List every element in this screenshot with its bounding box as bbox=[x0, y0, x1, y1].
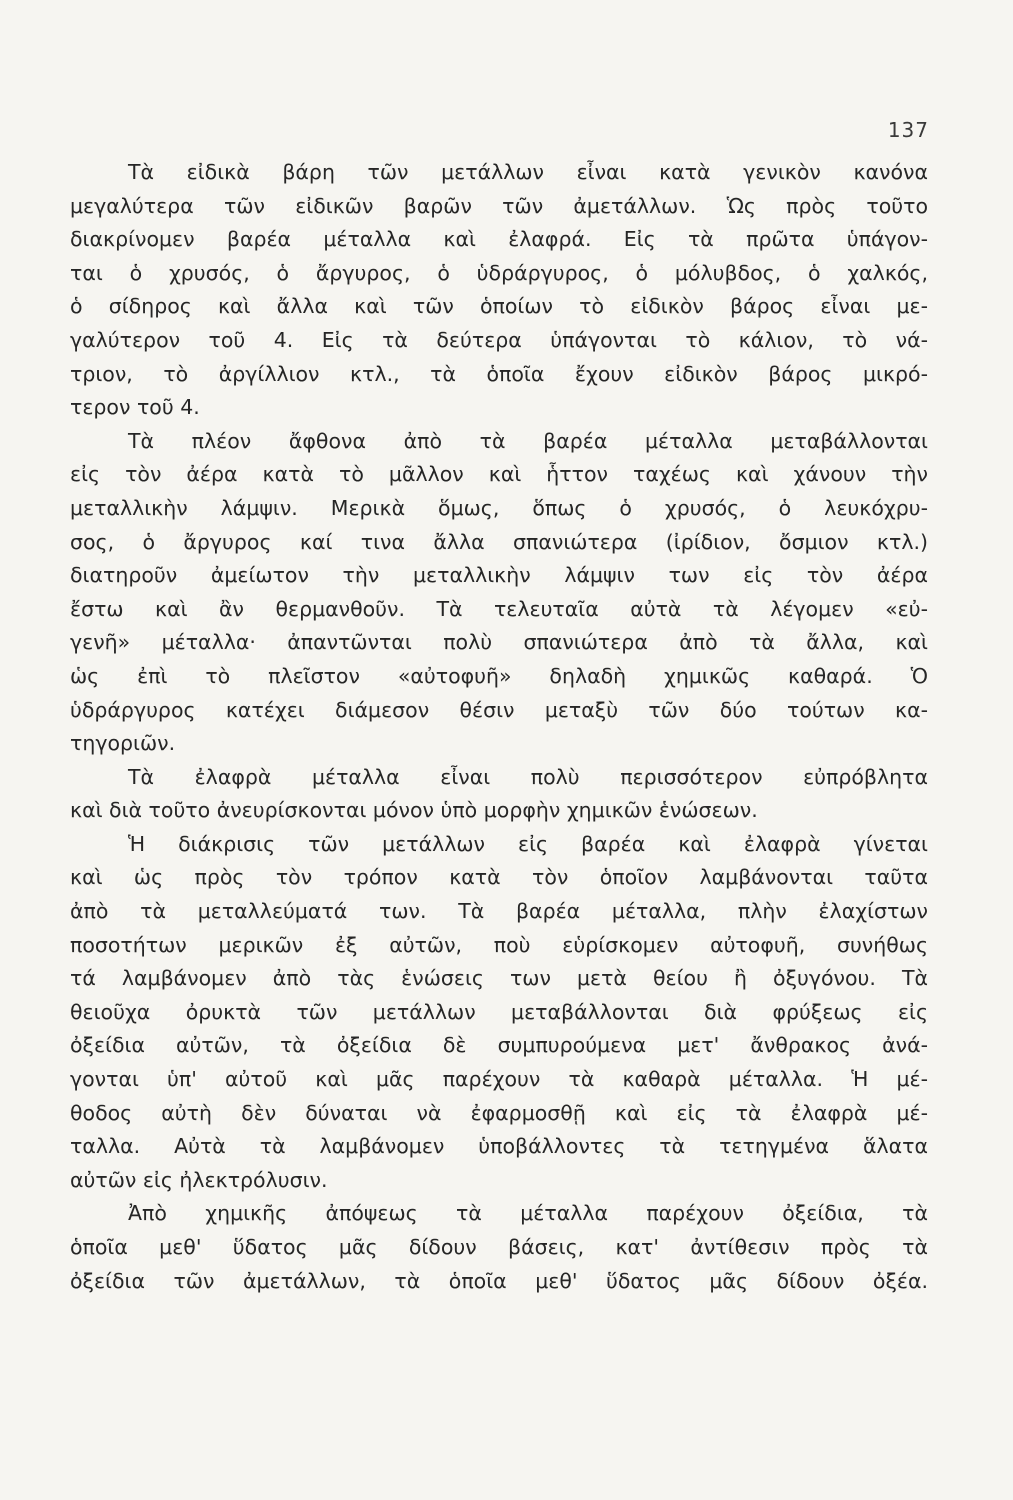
text-line: θοδος αὐτὴ δὲν δύναται νὰ ἐφαρμοσθῇ καὶ εἰς τὰ ἐλαφρὰ μέ- bbox=[70, 1100, 928, 1125]
text-line: ὀξείδια αὐτῶν, τὰ ὀξείδια δὲ συμπυρούμενα μετ' ἄνθρακος ἀνά- bbox=[70, 1033, 928, 1058]
text-line: ποσοτήτων μερικῶν ἐξ αὐτῶν, ποὺ εὑρίσκομεν αὐτοφυῆ, συνήθως bbox=[70, 932, 928, 957]
text-line: θειοῦχα ὀρυκτὰ τῶν μετάλλων μεταβάλλονται διὰ φρύξεως εἰς bbox=[70, 999, 928, 1024]
text-line: καὶ ὡς πρὸς τὸν τρόπον κατὰ τὸν ὁποῖον λαμβάνονται ταῦτα bbox=[70, 865, 928, 890]
text-line: Ἀπὸ χημικῆς ἀπόψεως τὰ μέταλλα παρέχουν ὀξείδια, τὰ bbox=[128, 1201, 928, 1226]
text-line: διακρίνομεν βαρέα μέταλλα καὶ ἐλαφρά. Εἰς τὰ πρῶτα ὑπάγον- bbox=[70, 227, 928, 252]
text-line: Ἡ διάκρισις τῶν μετάλλων εἰς βαρέα καὶ ἐλαφρὰ γίνεται bbox=[128, 831, 928, 856]
text-line: ἔστω καὶ ἂν θερμανθοῦν. Τὰ τελευταῖα αὐτὰ τὰ λέγομεν «εὐ- bbox=[70, 596, 928, 621]
text-line: ὁ σίδηρος καὶ ἄλλα καὶ τῶν ὁποίων τὸ εἰδικὸν βάρος εἶναι με- bbox=[70, 294, 928, 319]
text-line: καὶ διὰ τοῦτο ἀνευρίσκονται μόνον ὑπὸ μορφὴν χημικῶν ἑνώσεων. bbox=[70, 798, 758, 823]
text-line: μεταλλικὴν λάμψιν. Μερικὰ ὅμως, ὅπως ὁ χρυσός, ὁ λευκόχρυ- bbox=[70, 495, 928, 520]
text-line: μεγαλύτερα τῶν εἰδικῶν βαρῶν τῶν ἀμετάλλων. Ὡς πρὸς τοῦτο bbox=[70, 193, 928, 218]
text-line: ὁποῖα μεθ' ὕδατος μᾶς δίδουν βάσεις, κατ' ἀντίθεσιν πρὸς τὰ bbox=[70, 1235, 928, 1259]
page-number: 137 bbox=[887, 118, 929, 142]
text-line: γαλύτερον τοῦ 4. Εἰς τὰ δεύτερα ὑπάγονται τὸ κάλιον, τὸ νά- bbox=[70, 327, 928, 352]
paragraph bbox=[70, 828, 928, 1198]
body-text bbox=[70, 156, 928, 1298]
text-line: Τὰ εἰδικὰ βάρη τῶν μετάλλων εἶναι κατὰ γενικὸν κανόνα bbox=[128, 160, 928, 184]
text-line: ὀξείδια τῶν ἀμετάλλων, τὰ ὁποῖα μεθ' ὕδατος μᾶς δίδουν ὀξέα. bbox=[70, 1268, 928, 1293]
text-line: τερον τοῦ 4. bbox=[70, 395, 200, 420]
text-line: Τὰ ἐλαφρὰ μέταλλα εἶναι πολὺ περισσότερον εὐπρόβλητα bbox=[128, 764, 928, 789]
text-line: εἰς τὸν ἀέρα κατὰ τὸ μᾶλλον καὶ ἧττον ταχέως καὶ χάνουν τὴν bbox=[70, 462, 928, 487]
text-line: ταλλα. Αὐτὰ τὰ λαμβάνομεν ὑποβάλλοντες τὰ τετηγμένα ἅλατα bbox=[70, 1134, 928, 1159]
text-line: Τὰ πλέον ἄφθονα ἀπὸ τὰ βαρέα μέταλλα μεταβάλλονται bbox=[128, 428, 928, 453]
text-line: ὡς ἐπὶ τὸ πλεῖστον «αὐτοφυῆ» δηλαδὴ χημικῶς καθαρά. Ὁ bbox=[70, 663, 928, 688]
paragraph bbox=[70, 761, 928, 828]
text-line: τά λαμβάνομεν ἀπὸ τὰς ἑνώσεις των μετὰ θείου ἢ ὀξυγόνου. Τὰ bbox=[70, 966, 928, 991]
text-line: διατηροῦν ἀμείωτον τὴν μεταλλικὴν λάμψιν των εἰς τὸν ἀέρα bbox=[70, 563, 928, 588]
text-line: ται ὁ χρυσός, ὁ ἄργυρος, ὁ ὑδράργυρος, ὁ μόλυβδος, ὁ χαλκός, bbox=[70, 260, 928, 285]
paragraph bbox=[70, 425, 928, 761]
text-line: τριον, τὸ ἀργίλλιον κτλ., τὰ ὁποῖα ἔχουν εἰδικὸν βάρος μικρό- bbox=[70, 361, 928, 386]
text-line: σος, ὁ ἄργυρος καί τινα ἄλλα σπανιώτερα (ἰρίδιον, ὄσμιον κτλ.) bbox=[70, 529, 928, 554]
text-line: τηγοριῶν. bbox=[70, 731, 176, 756]
paragraph bbox=[70, 156, 928, 425]
text-line: γονται ὑπ' αὐτοῦ καὶ μᾶς παρέχουν τὰ καθαρὰ μέταλλα. Ἡ μέ- bbox=[70, 1067, 928, 1092]
text-line: ἀπὸ τὰ μεταλλεύματά των. Τὰ βαρέα μέταλλα, πλὴν ἐλαχίστων bbox=[70, 899, 928, 924]
text-line: γενῆ» μέταλλα· ἀπαντῶνται πολὺ σπανιώτερα ἀπὸ τὰ ἄλλα, καὶ bbox=[70, 630, 928, 655]
paragraph bbox=[70, 1197, 928, 1298]
text-line: ὑδράργυρος κατέχει διάμεσον θέσιν μεταξὺ τῶν δύο τούτων κα- bbox=[70, 697, 928, 722]
text-line: αὐτῶν εἰς ἠλεκτρόλυσιν. bbox=[70, 1167, 328, 1192]
